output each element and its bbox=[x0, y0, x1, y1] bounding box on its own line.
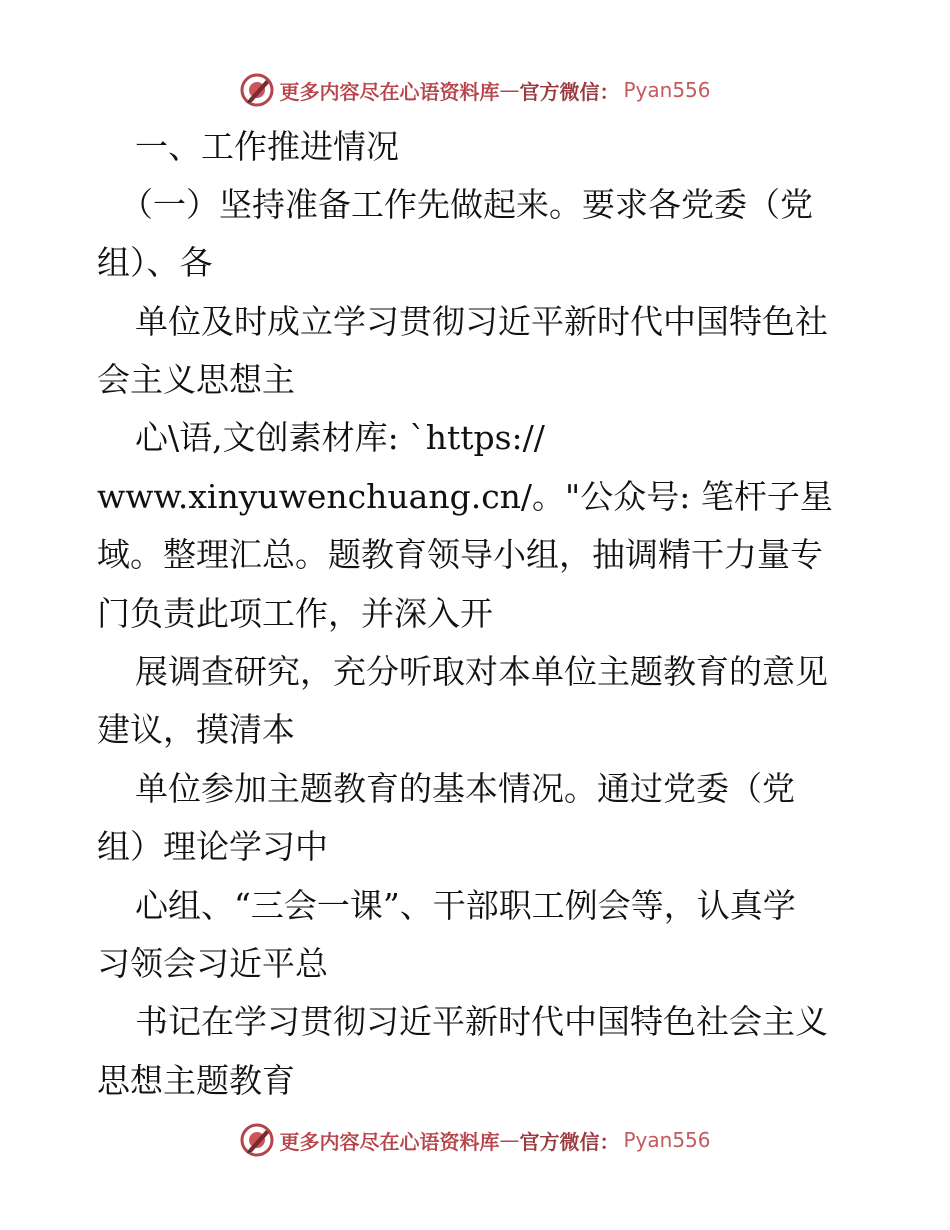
paragraph-line: 书记在学习贯彻习近平新时代中国特色社会主义 bbox=[135, 1002, 828, 1041]
paragraph-line: （一）坚持准备工作先做起来。要求各党委（党 bbox=[120, 185, 813, 224]
paragraph-line: 心\语,文创素材库: `https:// bbox=[135, 418, 545, 457]
paragraph-line: www.xinyuwenchuang.cn/。"公众号: 笔杆子星 bbox=[97, 477, 833, 516]
paragraph-line: 展调查研究，充分听取对本单位主题教育的意见 bbox=[135, 652, 828, 691]
banner-wechat-label: 官方微信： bbox=[519, 79, 620, 104]
footer-banner bbox=[0, 1120, 950, 1160]
paragraph-line: 心组、“三会一课”、干部职工例会等，认真学 bbox=[135, 886, 796, 925]
banner-library-text: 更多内容尽在心语资料库 bbox=[279, 1129, 500, 1154]
paragraph-line: 会主义思想主 bbox=[97, 360, 295, 399]
paragraph-line: 域。整理汇总。题教育领导小组，抽调精干力量专 bbox=[97, 535, 823, 574]
paragraph-line: 单位及时成立学习贯彻习近平新时代中国特色社 bbox=[135, 302, 828, 341]
banner-dash: — bbox=[499, 78, 520, 102]
paragraph-line: 门负责此项工作，并深入开 bbox=[97, 594, 493, 633]
paragraph-line: 习领会习近平总 bbox=[97, 944, 328, 983]
banner-wechat-label: 官方微信： bbox=[519, 1129, 620, 1154]
section-heading: 一、工作推进情况 bbox=[135, 127, 399, 166]
banner-wechat-id: Pyan556 bbox=[623, 78, 711, 102]
paragraph-line: 单位参加主题教育的基本情况。通过党委（党 bbox=[135, 769, 795, 808]
paragraph-line: 建议，摸清本 bbox=[97, 710, 295, 749]
paragraph-line: 组）理论学习中 bbox=[97, 827, 328, 866]
pen-logo-icon bbox=[239, 1122, 275, 1158]
banner-wechat-id: Pyan556 bbox=[623, 1128, 711, 1152]
paragraph-line: 思想主题教育 bbox=[97, 1061, 295, 1100]
banner-dash: — bbox=[499, 1128, 520, 1152]
banner-library-text: 更多内容尽在心语资料库 bbox=[279, 79, 500, 104]
paragraph-line: 组）、各 bbox=[97, 243, 213, 282]
